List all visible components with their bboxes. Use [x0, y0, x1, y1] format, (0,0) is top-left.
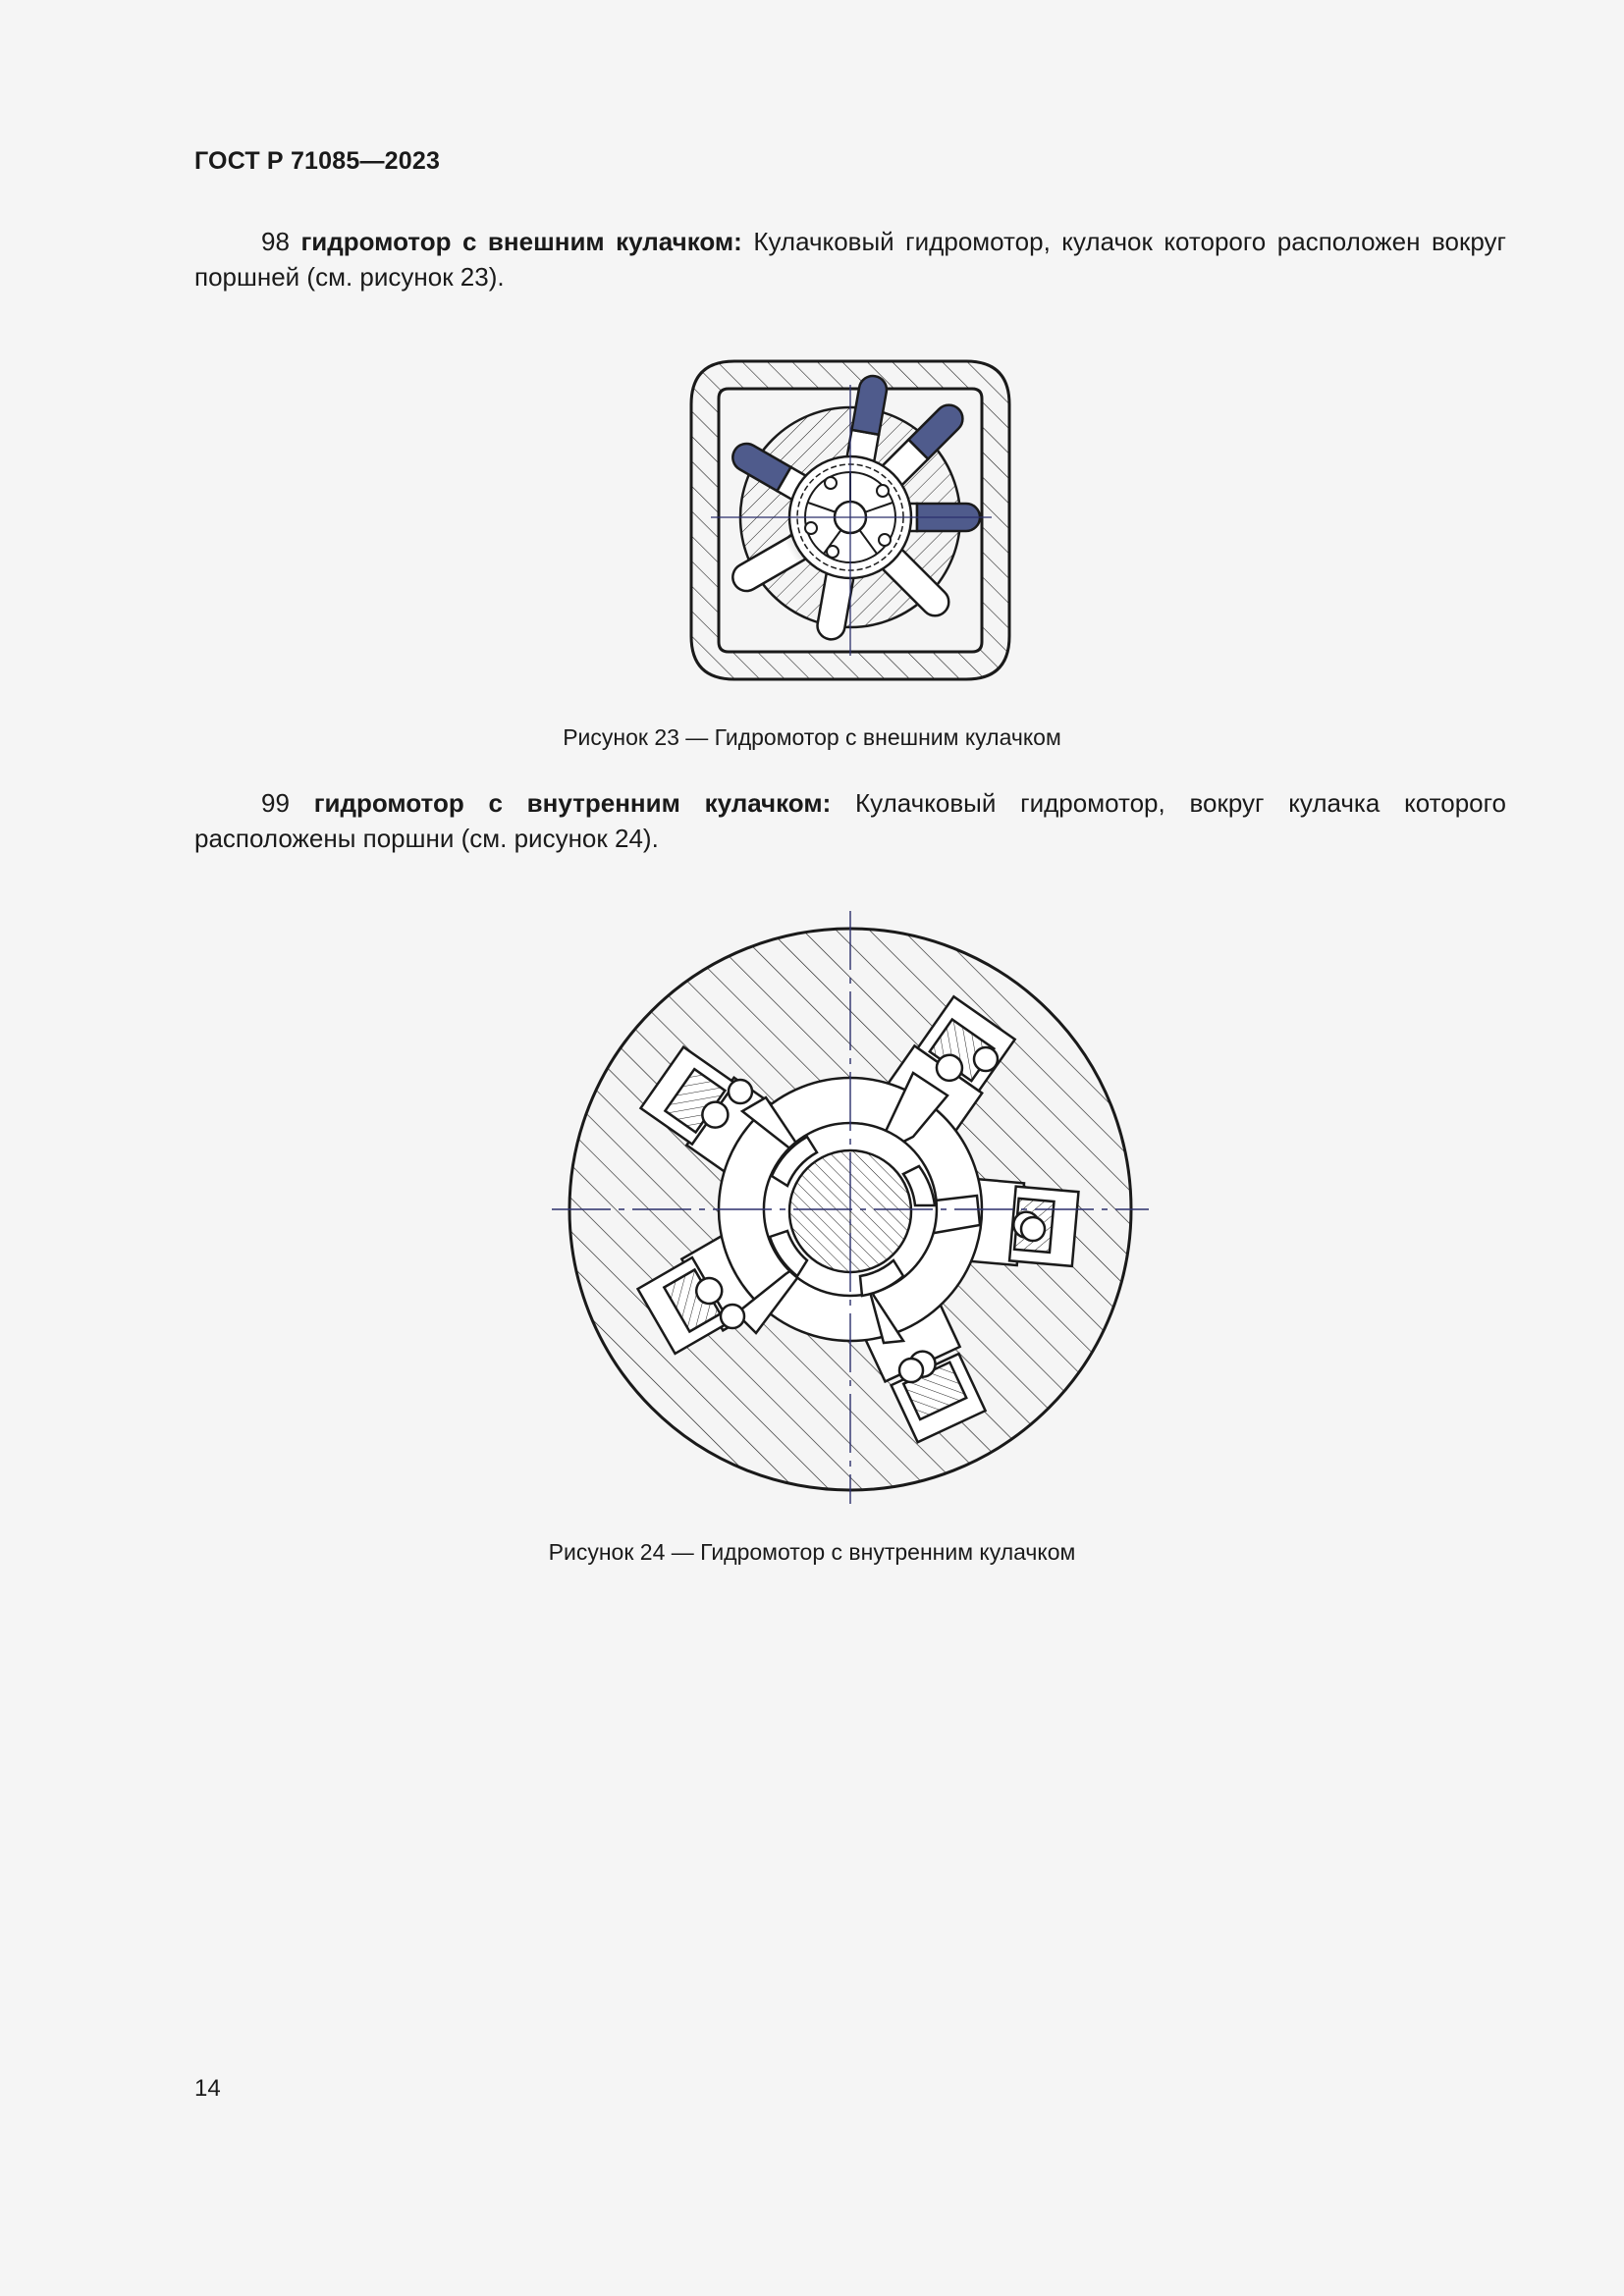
document-code: ГОСТ Р 71085—2023	[194, 147, 441, 175]
figure-24-caption: Рисунок 24 — Гидромотор с внутренним кулачком	[548, 1539, 1076, 1565]
term-99	[194, 785, 1506, 856]
term-definition: Кулачковый гидромотор, кулачок которого расположен вокруг поршней (см. рисунок 23).	[194, 227, 1507, 292]
figure-23-caption: Рисунок 23 — Гидромотор с внешним кулачком	[563, 724, 1061, 750]
term-98	[194, 224, 1506, 294]
term-name: гидромотор с внутренним кулачком:	[313, 788, 832, 818]
figure-23-external-cam-motor	[685, 355, 1015, 685]
term-name: гидромотор с внешним кулачком:	[300, 227, 742, 256]
term-number: 99	[261, 788, 290, 818]
figure-24-internal-cam-motor	[550, 911, 1151, 1512]
term-definition: Кулачковый гидромотор, вокруг кулачка которого расположены поршни (см. рисунок 24).	[194, 788, 1507, 853]
page-number: 14	[194, 2075, 221, 2102]
term-number: 98	[261, 227, 290, 256]
